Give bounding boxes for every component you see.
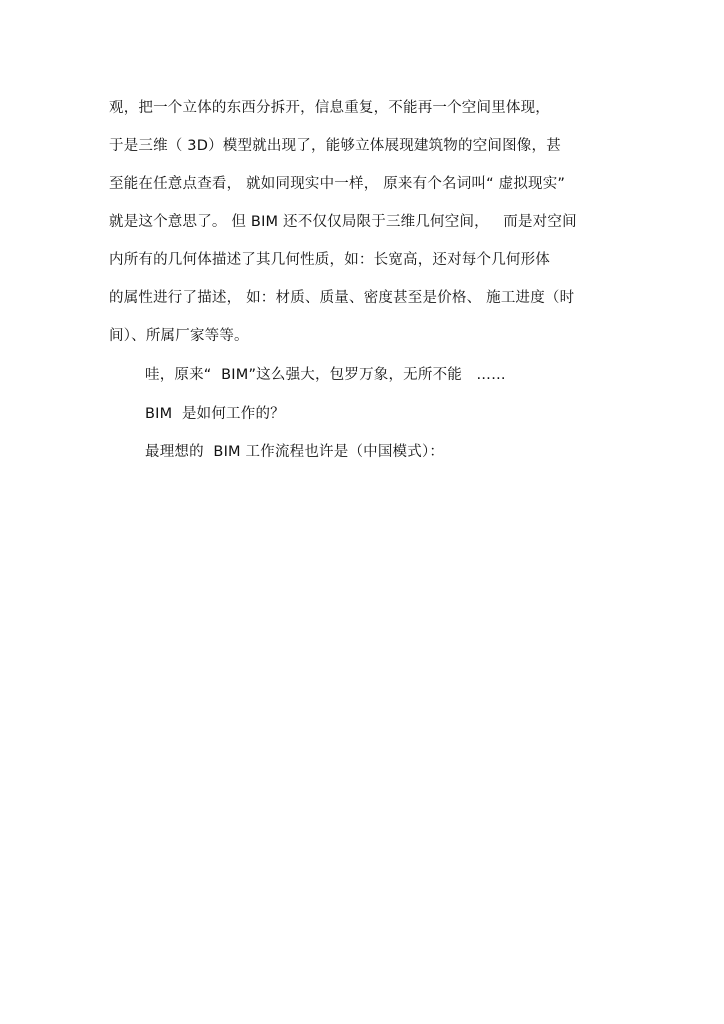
paragraph-line-7: 间）、所属厂家等等。 — [109, 328, 249, 344]
paragraph-line-2: 于是三维（ 3D）模型就出现了，能够立体展现建筑物的空间图像，甚 — [109, 138, 561, 154]
paragraph-line-4: 就是这个意思了。 但 BIM 还不仅仅局限于三维几何空间， 而是对空间 — [109, 214, 577, 230]
paragraph-line-3: 至能在任意点查看， 就如同现实中一样， 原来有个名词叫“ 虚拟现实” — [109, 176, 566, 192]
paragraph-line-5: 内所有的几何体描述了其几何性质，如：长宽高，还对每个几何形体 — [109, 252, 550, 268]
paragraph-line-1: 观，把一个立体的东西分拆开，信息重复，不能再一个空间里体现， — [109, 100, 550, 116]
paragraph-line-8: 哇，原来“ BIM”这么强大，包罗万象，无所不能 …… — [145, 367, 511, 383]
paragraph-line-6: 的属性进行了描述， 如：材质、质量、密度甚至是价格、 施工进度（时 — [109, 290, 575, 306]
paragraph-line-9: BIM 是如何工作的？ — [145, 406, 285, 422]
paragraph-line-10: 最理想的 BIM 工作流程也许是（中国模式）： — [145, 444, 445, 460]
